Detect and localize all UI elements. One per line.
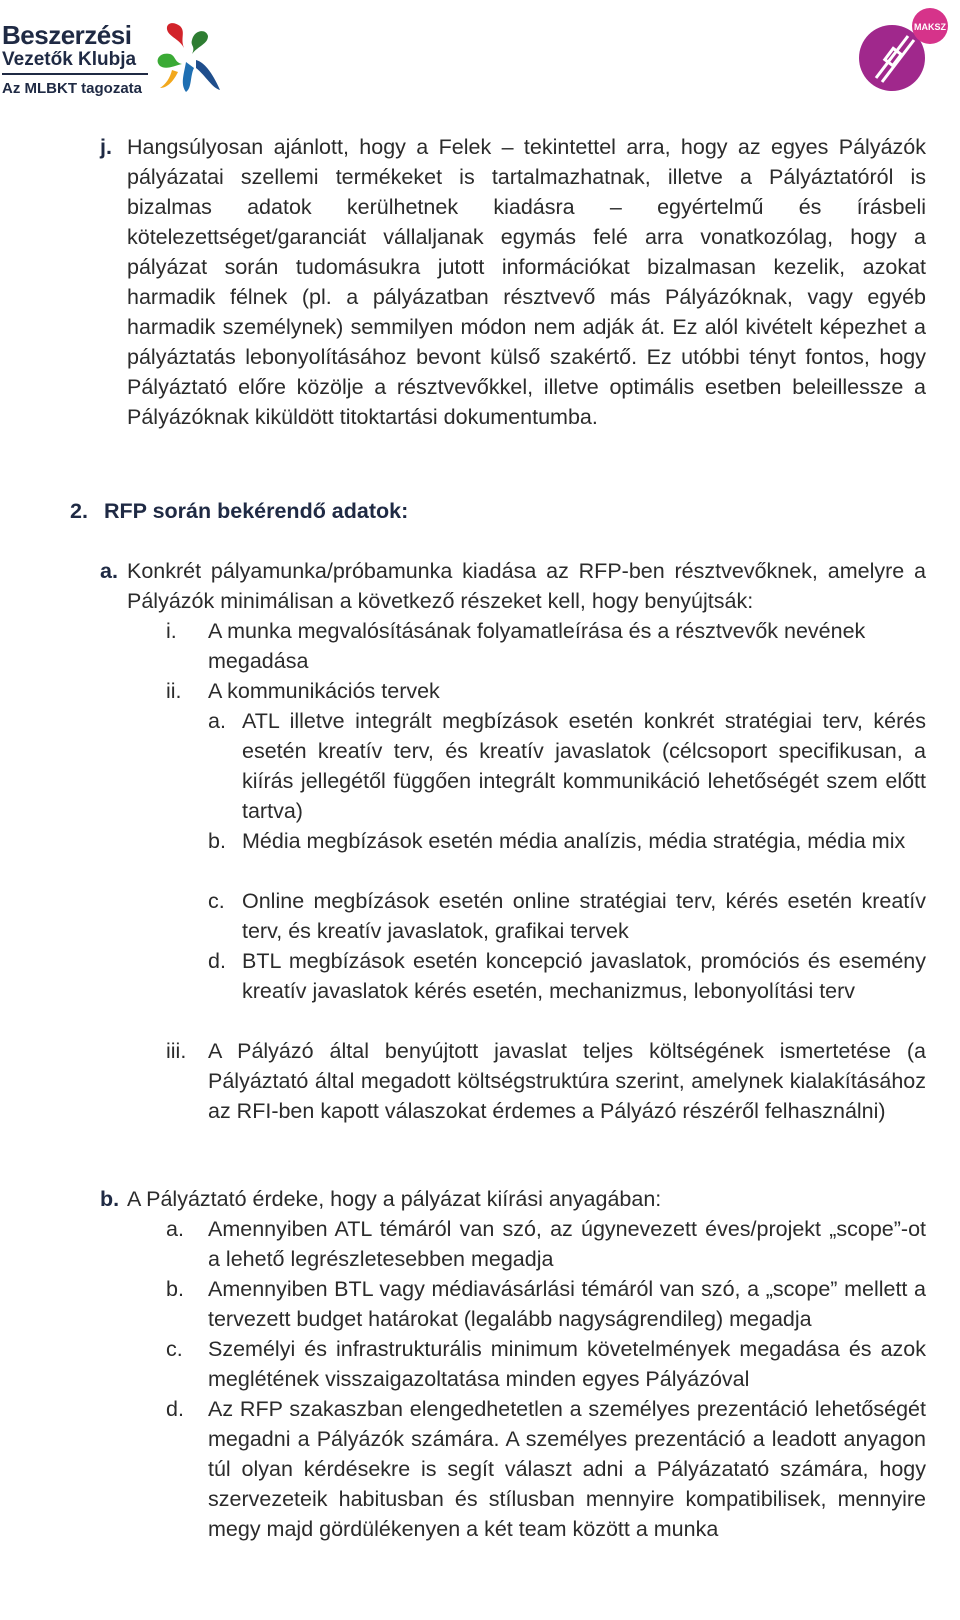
list-item-text: A Pályáztató érdeke, hogy a pályázat kiírási anyagában:: [127, 1187, 662, 1211]
list-item-text: BTL megbízások esetén koncepció javaslatok, promóciós és esemény kreatív javaslatok kérés esetén, mechanizmus, lebonyolítási terv: [242, 949, 926, 1003]
list-item-j: [100, 132, 926, 432]
list-label: a.: [208, 709, 226, 733]
page-header: [0, 0, 960, 110]
sub-item: [208, 706, 926, 826]
sub-item: [208, 946, 926, 1006]
logo-line-2: Vezetők Klubja: [2, 50, 148, 75]
list-label: a.: [166, 1217, 184, 1241]
list-label: c.: [208, 889, 225, 913]
list-label: d.: [166, 1397, 184, 1421]
logo-line-1: Beszerzési: [2, 20, 132, 50]
roman-item: [166, 1036, 926, 1126]
list-item-text: Amennyiben BTL vagy médiavásárlási témáról van szó, a „scope” mellett a tervezett budget határokat (legalább nagyságrendileg) megadja: [208, 1277, 926, 1331]
list-label: j.: [100, 135, 112, 159]
list-label: a.: [100, 559, 118, 583]
list-item-b: [100, 1184, 926, 1214]
list-item-a: [100, 556, 926, 616]
sub-item: [208, 826, 926, 856]
list-item-text: A kommunikációs tervek: [208, 679, 440, 703]
list-item-text: Az RFP szakaszban elengedhetetlen a személyes prezentáció lehetőségét megadni a Pályázók számára. A személyes prezentáció a leadott anyagon túl olyan kérdésekre is segít választ adni a Pályázatató számára, hogy szervezeteik habitusban és stílusban mennyire kompatibilisek, mennyire megy majd gördülékenyen a két team között a munka: [208, 1397, 926, 1541]
list-item-text: ATL illetve integrált megbízások esetén konkrét stratégiai terv, kérés esetén kreatív terv, és kreatív javaslatok (célcsoport specifikusan, a kiírás jellegétől függően integrált kommunikáció lehetőségét szem előtt tartva): [242, 709, 926, 823]
list-label: b.: [100, 1187, 120, 1211]
logo-line-3: Az MLBKT tagozata: [2, 80, 142, 97]
roman-item: [166, 676, 926, 706]
list-item-text: Amennyiben ATL témáról van szó, az úgynevezett éves/projekt „scope”-ot a lehető legrészletesebben megadja: [208, 1217, 926, 1271]
list-label: d.: [208, 949, 226, 973]
list-item-text: Személyi és infrastrukturális minimum követelmények megadása és azok meglétének visszaigazoltatása minden egyes Pályázóval: [208, 1337, 926, 1391]
sub-item: [166, 1214, 926, 1274]
list-item-text: Hangsúlyosan ajánlott, hogy a Felek – tekintettel arra, hogy az egyes Pályázók pályázatai szellemi termékeket is tartalmazhatnak, illetve a Pályáztatóról is bizalmas adatok kerülhetnek kiadásra – egyértelmű és írásbeli kötelezettséget/garanciát vállaljanak egymás felé arra vonatkozólag, hogy a pályázat során tudomásukra jutott információkat bizalmasan kezelik, azokat harmadik félnek (pl. a pályázatban résztvevő más Pályázóknak, vagy egyéb harmadik személynek) semmilyen módon nem adják át. Ez alól kivételt képezhet a pályáztatás lebonyolításához bevont külső szakértő. Ez utóbbi tényt fontos, hogy Pályáztató előre közölje a résztvevőkkel, illetve optimális esetben beleillessze a Pályázóknak kiküldött titoktartási dokumentumba.: [127, 135, 926, 429]
list-item-text: A Pályázó által benyújtott javaslat teljes költségének ismertetése (a Pályáztató által megadott költségstruktúra szerint, amelynek kialakításához az RFI-ben kapott válaszokat érdemes a Pályázó részéről felhasználni): [208, 1039, 926, 1123]
maksz-logo-text: MAKSZ: [914, 22, 946, 32]
section-heading: [70, 496, 408, 526]
section-title: RFP során bekérendő adatok:: [104, 499, 409, 523]
list-label: ii.: [166, 679, 182, 703]
maksz-logo: [850, 6, 954, 92]
sub-item: [166, 1394, 926, 1544]
list-label: iii.: [166, 1039, 187, 1063]
roman-item: [166, 616, 926, 676]
list-item-text: Online megbízások esetén online stratégiai terv, kérés esetén kreatív terv, és kreatív javaslatok, grafikai tervek: [242, 889, 926, 943]
sub-item: [166, 1274, 926, 1334]
list-label: i.: [166, 619, 177, 643]
list-label: b.: [166, 1277, 184, 1301]
sub-item: [208, 886, 926, 946]
list-item-text: Konkrét pályamunka/próbamunka kiadása az RFP-ben résztvevőknek, amelyre a Pályázók minimálisan a következő részeket kell, hogy benyújtsák:: [127, 559, 926, 613]
bvk-logo-text: [2, 22, 148, 96]
list-item-text: Média megbízások esetén média analízis, média stratégia, média mix: [242, 829, 906, 853]
bvk-logo: [0, 18, 240, 100]
list-label: c.: [166, 1337, 183, 1361]
purple-circle-logo-icon: [850, 6, 954, 92]
section-number: 2.: [70, 499, 88, 523]
list-label: b.: [208, 829, 226, 853]
colorful-pinwheel-logo-icon: [150, 18, 226, 96]
sub-item: [166, 1334, 926, 1394]
list-item-text: A munka megvalósításának folyamatleírása és a résztvevők nevének megadása: [208, 619, 866, 673]
